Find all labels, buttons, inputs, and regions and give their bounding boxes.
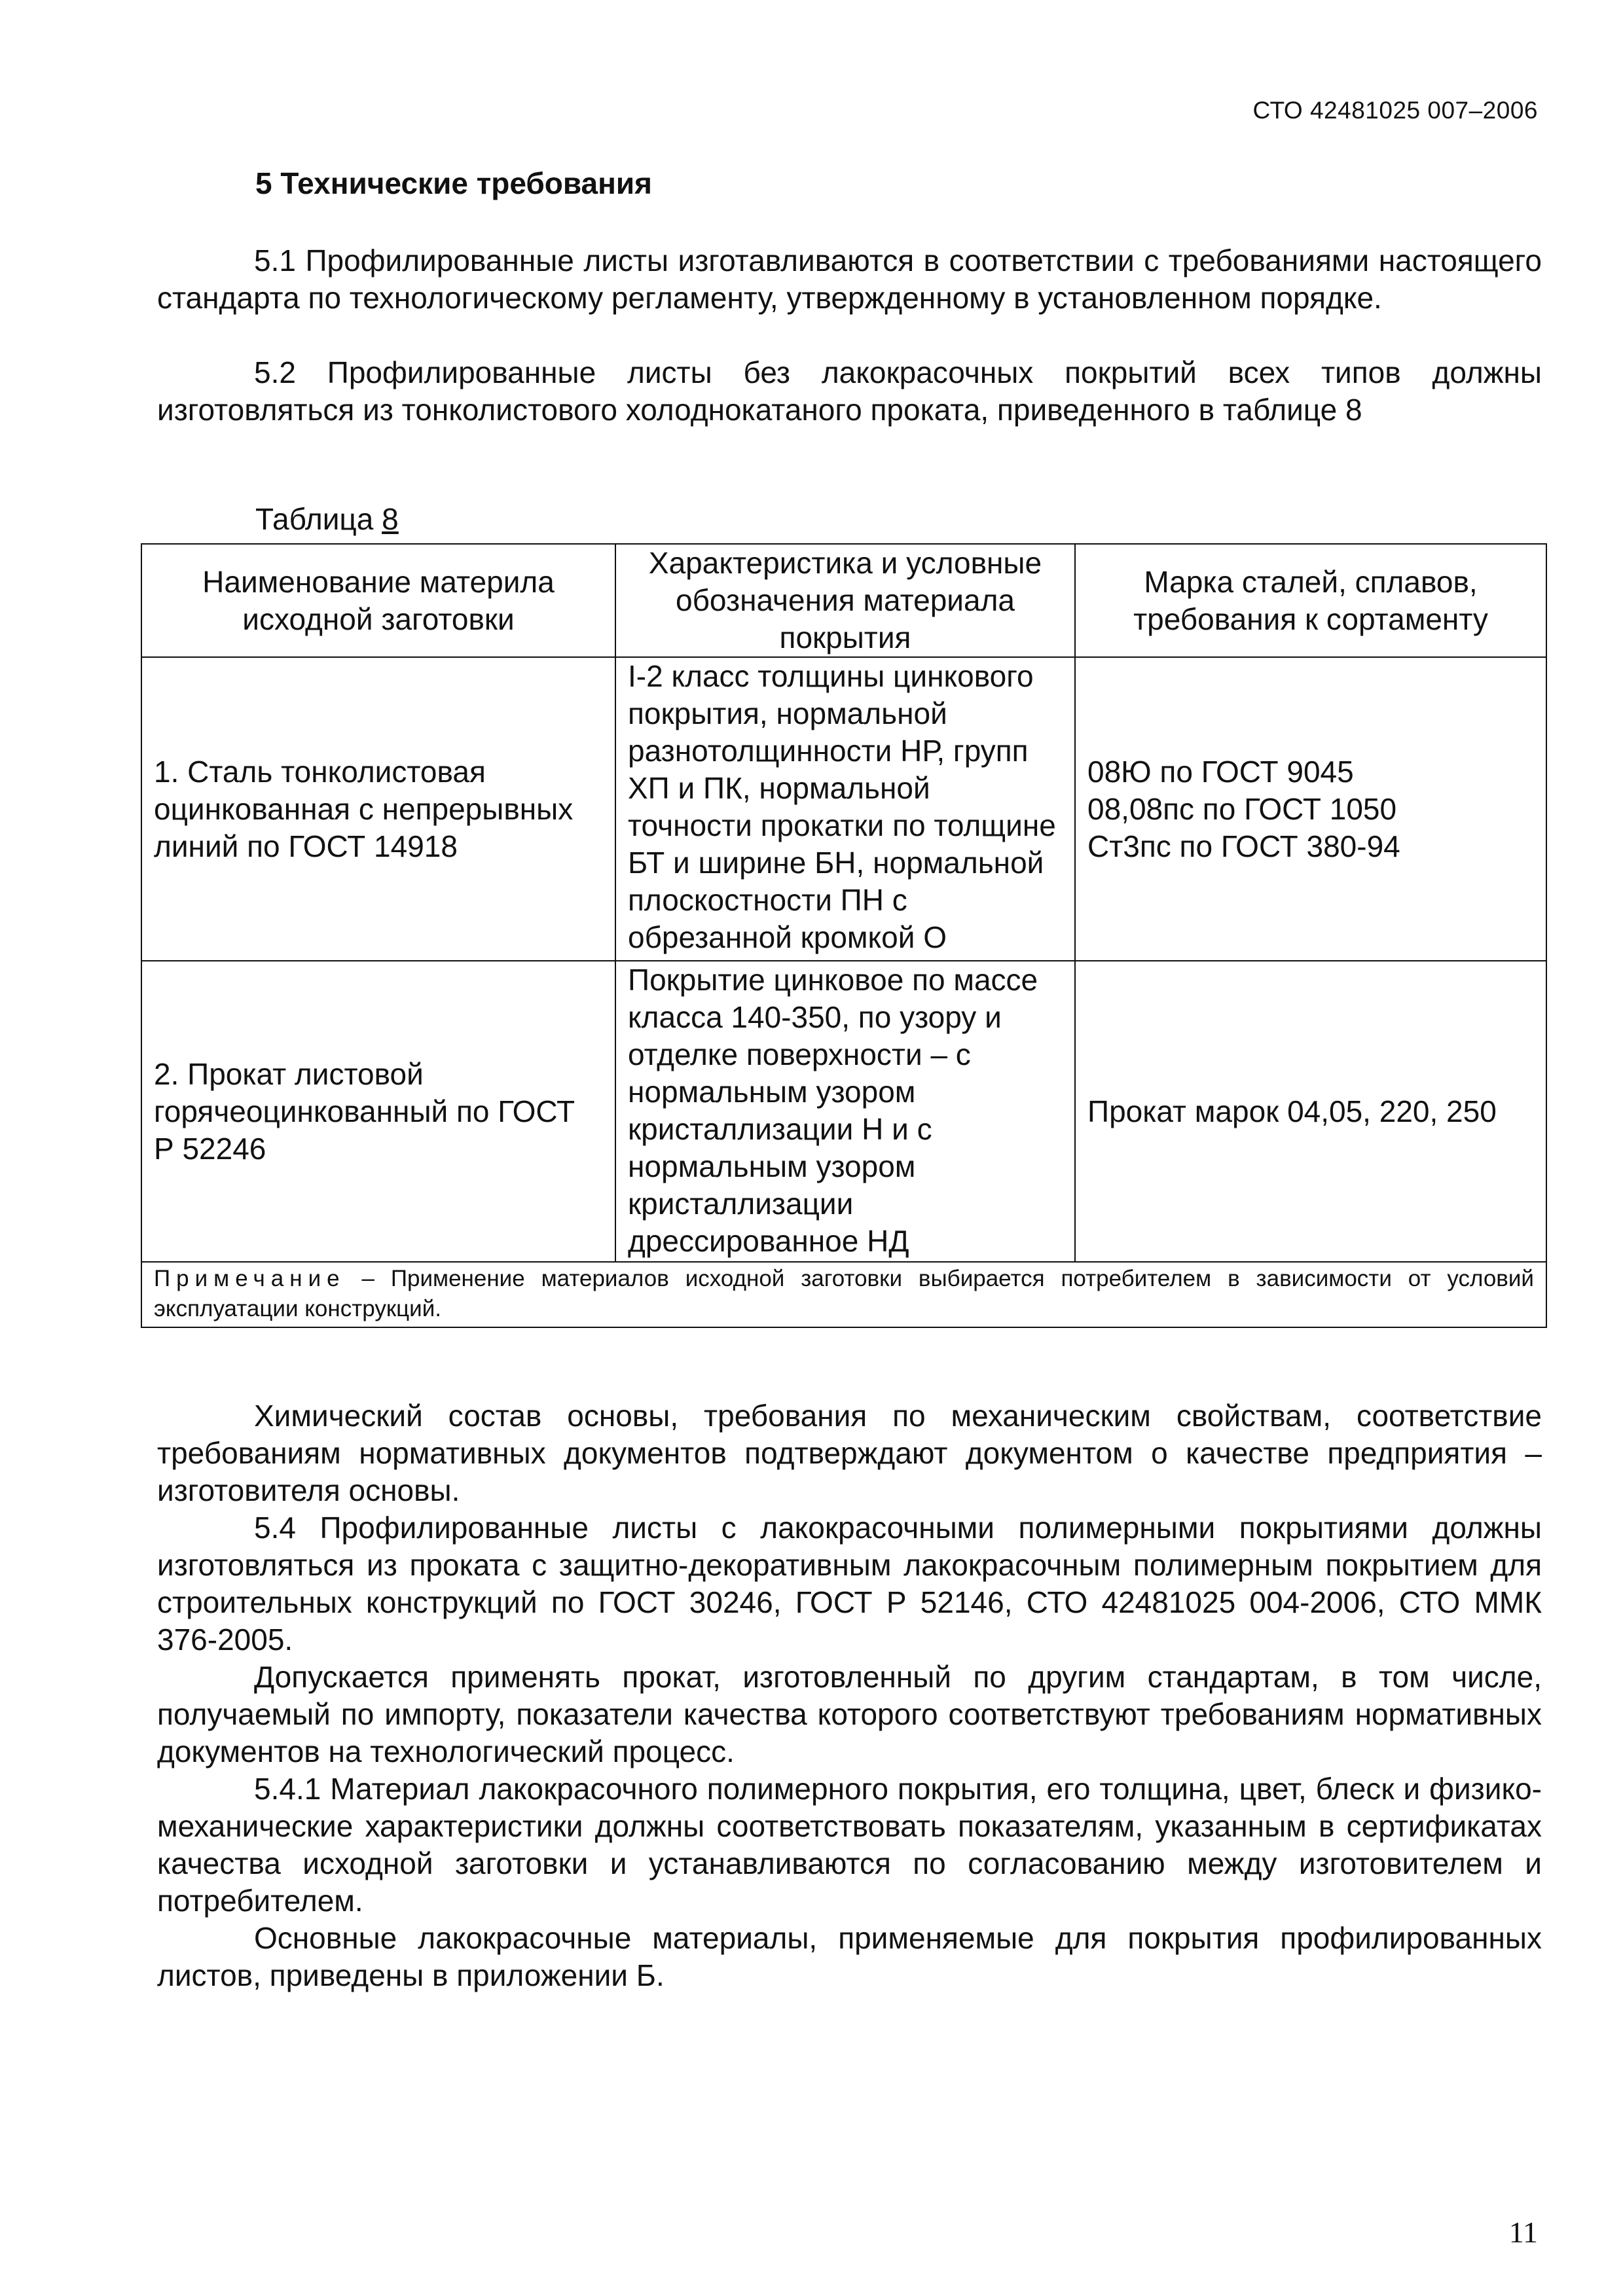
paragraph-chemical-composition	[157, 1397, 1542, 1509]
table-note-row	[141, 1262, 1546, 1327]
coating-cell: Покрытие цинковое по массе класса 140-350, по узору и отделке поверхности – с нормальным узором кристаллизации Н и с нормальным узором кристаллизации дрессированное НД	[615, 961, 1075, 1262]
grade-line: 08,08пс по ГОСТ 1050	[1087, 791, 1397, 826]
table-caption-number: 8	[382, 502, 399, 536]
paragraph-5-1	[157, 242, 1542, 317]
table-header-grade: Марка сталей, сплавов, требования к сортаменту	[1075, 544, 1546, 657]
grade-line: 08Ю по ГОСТ 9045	[1087, 754, 1354, 789]
section-title: 5 Технические требования	[255, 166, 652, 200]
paragraph-text: 5.4 Профилированные листы с лакокрасочными полимерными покрытиями должны изготовляться из проката с защитно-декоративным лакокрасочным полимерным покрытием для строительных конструкций по ГОСТ 30246, ГОСТ Р 52146, СТО 42481025 004-2006, СТО ММК 376-2005.	[157, 1511, 1542, 1657]
materials-table	[141, 543, 1547, 1328]
note-label: Примечание	[154, 1266, 346, 1291]
grade-line: Прокат марок 04,05, 220, 250	[1087, 1094, 1497, 1128]
material-cell: 1. Сталь тонколистовая оцинкованная с непрерывных линий по ГОСТ 14918	[141, 657, 615, 961]
grade-line: Ст3пс по ГОСТ 380-94	[1087, 829, 1400, 863]
paragraph-5-4-1	[157, 1770, 1542, 1920]
paragraph-allowed-rolled-steel	[157, 1659, 1542, 1770]
paragraph-paint-materials	[157, 1920, 1542, 1994]
paragraph-text: 5.2 Профилированные листы без лакокрасочных покрытий всех типов должны изготовляться из тонколистового холоднокатаного проката, приведенного в таблице 8	[157, 355, 1542, 427]
table-row	[141, 961, 1546, 1262]
table-header-coating: Характеристика и условные обозначения материала покрытия	[615, 544, 1075, 657]
paragraph-text: Допускается применять прокат, изготовленный по другим стандартам, в том числе, получаемый по импорту, показатели качества которого соответствуют требованиям нормативных документов на технологический процесс.	[157, 1660, 1542, 1768]
paragraph-5-4	[157, 1509, 1542, 1659]
page-number: 11	[1508, 2215, 1538, 2249]
table-header-material: Наименование материла исходной заготовки	[141, 544, 615, 657]
table-caption	[255, 501, 399, 537]
grade-cell	[1075, 961, 1546, 1262]
table-header-row	[141, 544, 1546, 657]
table-note	[141, 1262, 1546, 1327]
table-row	[141, 657, 1546, 961]
paragraph-5-2	[157, 354, 1542, 429]
material-cell: 2. Прокат листовой горячеоцинкованный по ГОСТ Р 52246	[141, 961, 615, 1262]
coating-cell: I-2 класс толщины цинкового покрытия, нормальной разнотолщинности НР, групп ХП и ПК, нормальной точности прокатки по толщине БТ и ширине БН, нормальной плоскостности ПН с обрезанной кромкой О	[615, 657, 1075, 961]
paragraph-text: Основные лакокрасочные материалы, применяемые для покрытия профилированных листов, приведены в приложении Б.	[157, 1921, 1542, 1992]
paragraph-text: Химический состав основы, требования по механическим свойствам, соответствие требованиям нормативных документов подтверждают документом о качестве предприятия – изготовителя основы.	[157, 1399, 1542, 1507]
paragraph-text: 5.1 Профилированные листы изготавливаются в соответствии с требованиями настоящего стандарта по технологическому регламенту, утвержденному в установленном порядке.	[157, 243, 1542, 315]
grade-cell	[1075, 657, 1546, 961]
note-text: – Применение материалов исходной заготовки выбирается потребителем в зависимости от условий эксплуатации конструкций.	[154, 1266, 1534, 1321]
paragraph-text: 5.4.1 Материал лакокрасочного полимерного покрытия, его толщина, цвет, блеск и физико-механические характеристики должны соответствовать показателям, указанным в сертификатах качества исходной заготовки и устанавливаются по согласованию между изготовителем и потребителем.	[157, 1772, 1542, 1918]
table-caption-prefix: Таблица	[255, 502, 382, 536]
document-code: СТО 42481025 007–2006	[1252, 97, 1538, 124]
